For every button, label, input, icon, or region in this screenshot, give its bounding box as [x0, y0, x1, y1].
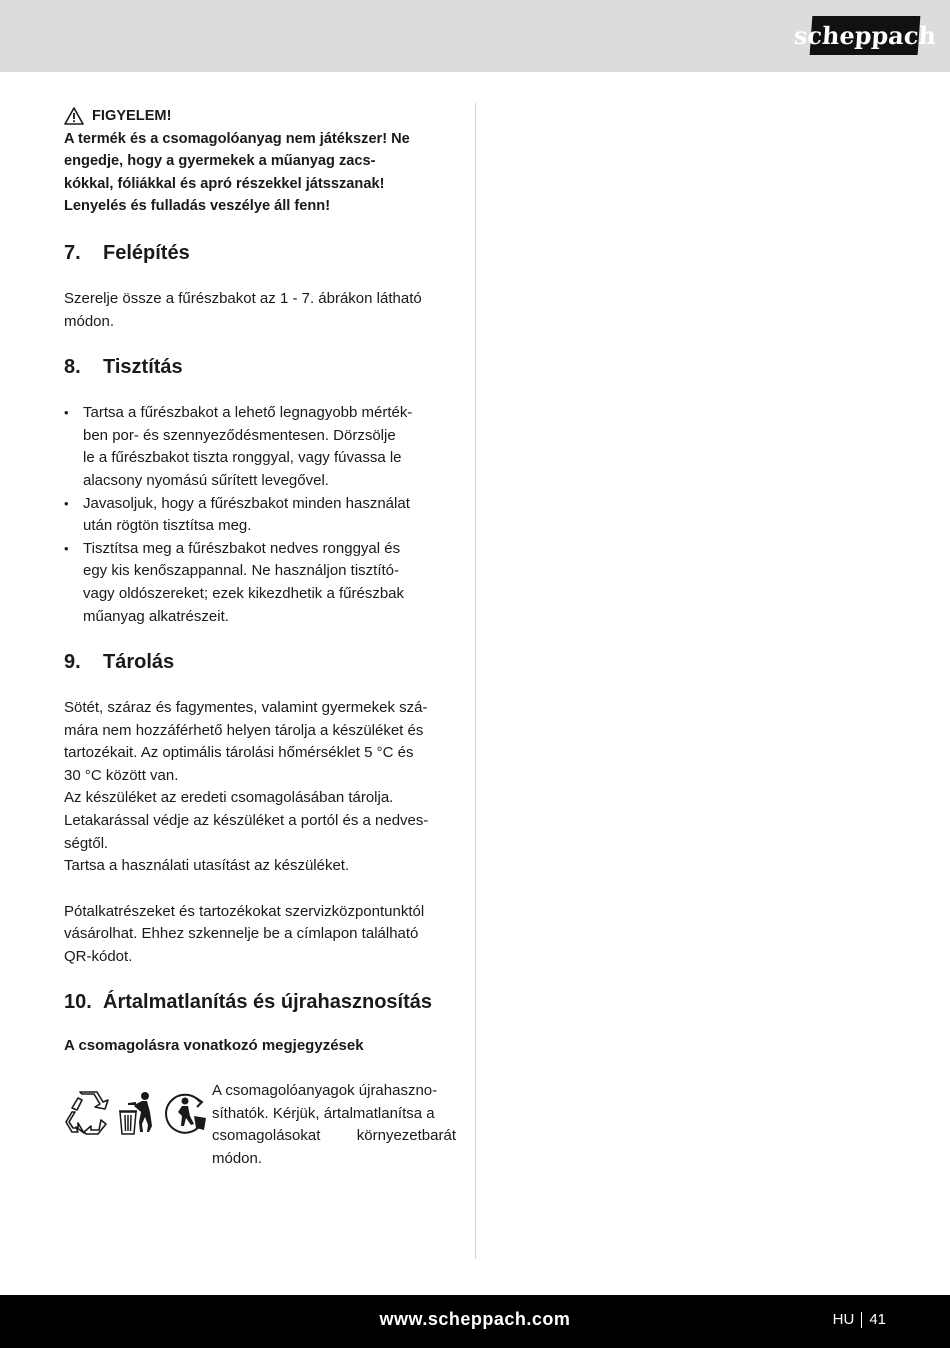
warning-title: FIGYELEM!: [92, 108, 172, 124]
packaging-text: [212, 1080, 456, 1170]
page-info: [833, 1311, 886, 1328]
packaging-note: [64, 1080, 456, 1170]
cleaning-list: [64, 402, 456, 628]
text-line: • Tartsa a fűrészbakot a lehető legnagyobb mérték-: [83, 404, 413, 422]
warning-line: A termék és a csomagolóanyag nem játékszer! Ne: [64, 130, 410, 147]
disposal-icons: [64, 1080, 212, 1170]
section-number: 9.: [64, 651, 81, 674]
text-line: Letakarással védje az készüléket a portól és a nedves-: [64, 812, 429, 830]
section-title: Tisztítás: [103, 356, 183, 379]
section-number: 10.: [64, 990, 92, 1013]
recycle-person-icon: [160, 1090, 210, 1136]
text-line: tartozékait. Az optimális tárolási hőmérséklet 5 °C és: [64, 744, 414, 762]
list-item: [64, 493, 456, 538]
text-line: • Javasoljuk, hogy a fűrészbakot minden használat: [83, 494, 410, 512]
text-line: módon.: [212, 1150, 263, 1167]
header-bar: [0, 0, 950, 72]
warning-block: [64, 105, 456, 218]
text-line: • Tisztítsa meg a fűrészbakot nedves ronggyal és: [83, 539, 401, 557]
language-code: HU: [832, 1311, 855, 1328]
text-line: 30 °C között van.: [64, 766, 179, 784]
warning-triangle-icon: [64, 107, 84, 125]
column-divider: [475, 103, 476, 1259]
text-line: vagy oldószereket; ezek kikezdhetik a fűrészbak: [83, 584, 404, 602]
page-separator: [861, 1312, 862, 1328]
section-number: 8.: [64, 356, 81, 379]
text-line: módon.: [64, 312, 115, 330]
warning-line: kókkal, fóliákkal és apró részekkel játsszanak!: [64, 175, 385, 192]
warning-line: engedje, hogy a gyermekek a műanyag zacs-: [64, 153, 376, 170]
brand-logo: scheppach: [810, 16, 921, 55]
text-line: ben por- és szennyeződésmentesen. Dörzsölje: [83, 426, 396, 444]
text-line: Szerelje össze a fűrészbakot az 1 - 7. ábrákon látható: [64, 289, 422, 307]
text-line: le a fűrészbakot tiszta ronggyal, vagy fúvassa le: [83, 449, 402, 467]
list-item: [64, 402, 456, 492]
page-number: 41: [869, 1311, 886, 1328]
section-7-heading: [64, 240, 456, 266]
text-line: egy kis kenőszappannal. Ne használjon tisztító-: [83, 562, 400, 580]
section-8-heading: [64, 354, 456, 380]
warning-line: Lenyelés és fulladás veszélye áll fenn!: [64, 198, 331, 215]
footer-bar: [0, 1295, 950, 1348]
text-line: QR-kódot.: [64, 948, 133, 966]
section-9-text: [64, 697, 456, 969]
text-line: műanyag alkatrészeit.: [83, 607, 229, 625]
text-line: csomagolásokat környezetbarát: [212, 1127, 456, 1145]
section-number: 7.: [64, 241, 81, 264]
text-line: alacsony nyomású sűrített levegővel.: [83, 471, 329, 489]
section-9-heading: [64, 649, 456, 675]
text-line: ségtől.: [64, 834, 109, 852]
text-line: Sötét, száraz és fagymentes, valamint gyermekek szá-: [64, 699, 428, 717]
packaging-subheading: A csomagolásra vonatkozó megjegyzések: [64, 1036, 364, 1054]
text-line: vásárolhat. Ehhez szkennelje be a címlapon található: [64, 925, 419, 943]
section-title: Tárolás: [103, 651, 175, 674]
text-line: A csomagolóanyagok újrahaszno-: [212, 1082, 438, 1100]
text-line: mára nem hozzáférhető helyen tárolja a készüléket és: [64, 721, 424, 739]
website-url[interactable]: www.scheppach.com: [379, 1309, 571, 1329]
tidyman-icon: [116, 1090, 156, 1136]
section-7-text: [64, 288, 456, 333]
content-column: [64, 105, 456, 1171]
section-title: Felépítés: [103, 241, 190, 264]
section-title: Ártalmatlanítás és újrahasznosítás: [103, 990, 433, 1013]
text-line: Pótalkatrészeket és tartozékokat szervizközpontunktól: [64, 902, 425, 920]
section-10-heading: [64, 989, 456, 1015]
text-line: Tartsa a használati utasítást az készüléket.: [64, 857, 350, 875]
text-line: után rögtön tisztítsa meg.: [83, 517, 252, 535]
list-item: [64, 538, 456, 628]
text-line: síthatók. Kérjük, ártalmatlanítsa a: [212, 1104, 435, 1122]
recycle-icon: [64, 1090, 112, 1136]
text-line: Az készüléket az eredeti csomagolásában tárolja.: [64, 789, 394, 807]
